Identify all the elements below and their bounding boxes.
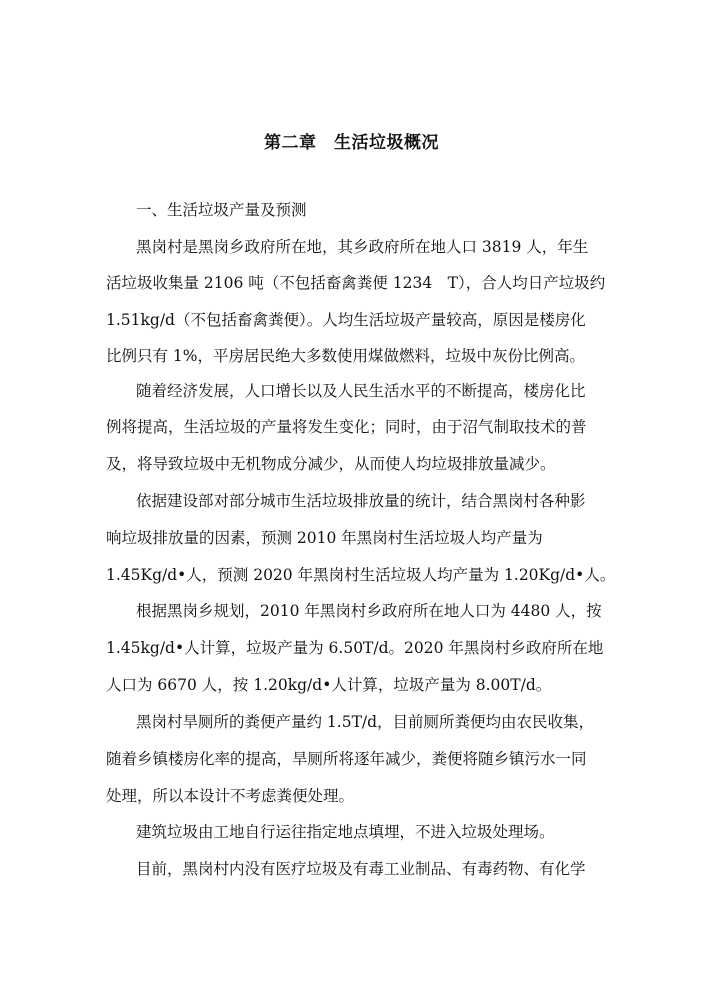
paragraph-line: 随着经济发展，人口增长以及人民生活水平的不断提高，楼房化比 (136, 382, 586, 400)
paragraph-line: 响垃圾排放量的因素，预测 2010 年黑岗村生活垃圾人均产量为 (106, 529, 543, 547)
section-heading: 一、生活垃圾产量及预测 (136, 201, 307, 219)
paragraph-line: 及，将导致垃圾中无机物成分减少，从而使人均垃圾排放量减少。 (106, 455, 556, 473)
paragraph-line: 随着乡镇楼房化率的提高，旱厕所将逐年减少，粪便将随乡镇污水一同 (106, 750, 587, 768)
paragraph-line: 处理，所以本设计不考虑粪便处理。 (106, 787, 355, 805)
paragraph-line: 1.51kg/d（不包括畜禽粪便）。人均生活垃圾产量较高，原因是楼房化 (106, 311, 586, 329)
paragraph-line: 人口为 6670 人，按 1.20kg/d•人计算，垃圾产量为 8.00T/d。 (106, 676, 552, 694)
paragraph-line: 建筑垃圾由工地自行运往指定地点填埋，不进入垃圾处理场。 (136, 823, 555, 841)
paragraph-line: 例将提高，生活垃圾的产量将发生变化；同时，由于沼气制取技术的普 (106, 418, 587, 436)
paragraph-line: 1.45Kg/d•人，预测 2020 年黑岗村生活垃圾人均产量为 1.20Kg/d•人。 (106, 566, 616, 584)
paragraph-line: 根据黑岗乡规划，2010 年黑岗村乡政府所在地人口为 4480 人，按 (136, 602, 602, 620)
paragraph-line: 依据建设部对部分城市生活垃圾排放量的统计，结合黑岗村各种影 (136, 492, 586, 510)
paragraph-line: 目前，黑岗村内没有医疗垃圾及有毒工业制品、有毒药物、有化学 (136, 860, 586, 878)
paragraph-line: 1.45kg/d•人计算，垃圾产量为 6.50T/d。2020 年黑岗村乡政府所在地 (106, 639, 604, 657)
paragraph-line: 黑岗村是黑岗乡政府所在地，其乡政府所在地人口 3819 人，年生 (136, 238, 589, 256)
paragraph-line: 活垃圾收集量 2106 吨（不包括畜禽粪便 1234 T），合人均日产垃圾约 (106, 274, 606, 292)
chapter-title: 第二章 生活垃圾概况 (264, 133, 439, 153)
paragraph-line: 比例只有 1%，平房居民绝大多数使用煤做燃料，垃圾中灰份比例高。 (106, 347, 586, 365)
paragraph-line: 黑岗村旱厕所的粪便产量约 1.5T/d，目前厕所粪便均由农民收集， (136, 713, 595, 731)
